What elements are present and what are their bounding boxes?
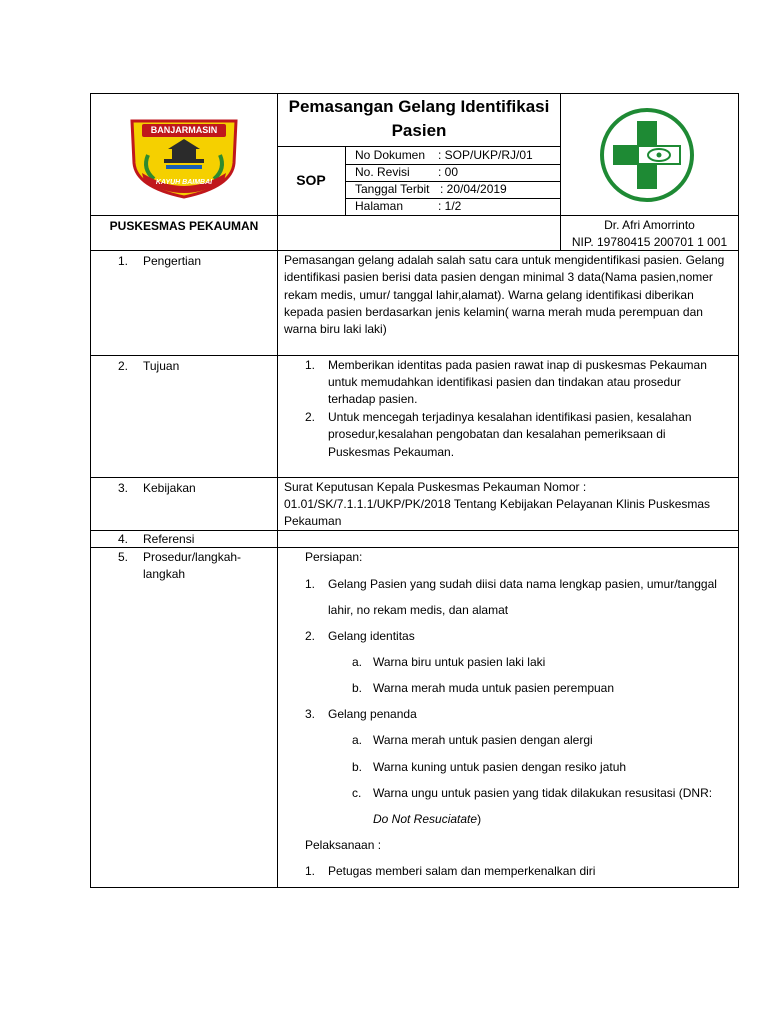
list-item: Puskesmas Pekauman.: [328, 445, 455, 459]
meta-value: : SOP/UKP/RJ/01: [438, 148, 533, 162]
section-number: 4.: [118, 532, 129, 546]
list-item: Untuk mencegah terjadinya kesalahan identifikasi pasien, kesalahan: [328, 410, 692, 424]
sub-item-continued: [373, 811, 481, 828]
dnr-close: ): [477, 812, 482, 826]
meta-label: Halaman: [355, 199, 404, 213]
sub-number: b.: [352, 760, 363, 774]
list-number: 1.: [305, 577, 316, 591]
sub-number: b.: [352, 681, 363, 695]
list-item: terhadap pasien.: [328, 392, 418, 406]
list-number: 2.: [305, 629, 316, 643]
sub-item: Warna kuning untuk pasien dengan resiko jatuh: [373, 760, 627, 774]
section-number: 1.: [118, 254, 129, 268]
sub-item: Warna merah muda untuk pasien perempuan: [373, 681, 615, 695]
meta-value: : 1/2: [438, 199, 462, 213]
list-number: 1.: [305, 864, 316, 878]
section-label: Kebijakan: [143, 481, 196, 495]
sub-number: a.: [352, 655, 363, 669]
list-number: 1.: [305, 358, 316, 372]
sub-number: c.: [352, 786, 362, 800]
sub-number: a.: [352, 733, 363, 747]
list-item: prosedur,kesalahan pengobatan dan kesalahan pemeriksaan di: [328, 427, 666, 441]
sub-item: Warna biru untuk pasien laki laki: [373, 655, 546, 669]
section-number: 2.: [118, 359, 129, 373]
text-line: 01.01/SK/7.1.1.1/UKP/PK/2018 Tentang Kebijakan Pelayanan Klinis Puskesmas: [284, 497, 711, 511]
section-label: Referensi: [143, 532, 195, 546]
persiapan-heading: Persiapan:: [305, 550, 363, 564]
meta-label: No. Revisi: [355, 165, 410, 179]
sub-item: Warna ungu untuk pasien yang tidak dilakukan resusitasi (DNR:: [373, 786, 713, 800]
meta-value: : 20/04/2019: [440, 182, 507, 196]
section-label: Pengertian: [143, 254, 202, 268]
dnr-italic: Do Not Resuciatate: [373, 812, 478, 826]
list-number: 2.: [305, 410, 316, 424]
text-line: Surat Keputusan Kepala Puskesmas Pekauman Nomor :: [284, 480, 587, 494]
text-line: warna biru laki laki): [284, 322, 387, 336]
document-title-line2: Pasien: [391, 121, 447, 140]
signer-nip: NIP. 19780415 200701 1 001: [571, 235, 728, 249]
text-line: rekam medis, umur/ tanggal lahir,alamat). Warna gelang identifikasi diberikan: [284, 288, 694, 302]
list-item: untuk memudahkan identifikasi pasien dan tindakan atau prosedur: [328, 375, 681, 389]
text-line: kepada pasien berdasarkan jenis kelamin( warna merah muda perempuan dan: [284, 305, 703, 319]
text-line: Pemasangan gelang adalah salah satu cara untuk mengidentifikasi pasien. Gelang: [284, 253, 725, 267]
section-label: Prosedur/langkah-: [143, 550, 242, 564]
pelaksanaan-heading: Pelaksanaan :: [305, 838, 382, 852]
list-item: lahir, no rekam medis, dan alamat: [328, 603, 509, 617]
list-number: 3.: [305, 707, 316, 721]
signer-name: Dr. Afri Amorrinto: [604, 218, 695, 232]
list-item: Petugas memberi salam dan memperkenalkan diri: [328, 864, 596, 878]
list-item: Memberikan identitas pada pasien rawat inap di puskesmas Pekauman: [328, 358, 707, 372]
banjarmasin-logo: [128, 115, 240, 200]
meta-label: Tanggal Terbit: [355, 182, 430, 196]
section-label: langkah: [143, 567, 186, 581]
document-title-line1: Pemasangan Gelang Identifikasi: [288, 97, 550, 116]
section-label: Tujuan: [143, 359, 180, 373]
section-number: 5.: [118, 550, 129, 564]
list-item: Gelang penanda: [328, 707, 417, 721]
org-name: PUSKESMAS PEKAUMAN: [109, 219, 259, 233]
logo-top-text: BANJARMASIN: [150, 125, 218, 135]
meta-value: : 00: [438, 165, 459, 179]
list-item: Gelang Pasien yang sudah diisi data nama lengkap pasien, umur/tanggal: [328, 577, 717, 591]
text-line: Pekauman: [284, 514, 342, 528]
sop-label: SOP: [296, 172, 326, 188]
puskesmas-cross-logo: [597, 105, 697, 205]
logo-bottom-text: KAYUH BAIMBAI: [155, 179, 213, 186]
meta-label: No Dokumen: [355, 148, 426, 162]
sub-item: Warna merah untuk pasien dengan alergi: [373, 733, 593, 747]
text-line: identifikasi pasien berisi data pasien dengan minimal 3 data(Nama pasien,nomer: [284, 270, 713, 284]
section-number: 3.: [118, 481, 129, 495]
list-item: Gelang identitas: [328, 629, 415, 643]
